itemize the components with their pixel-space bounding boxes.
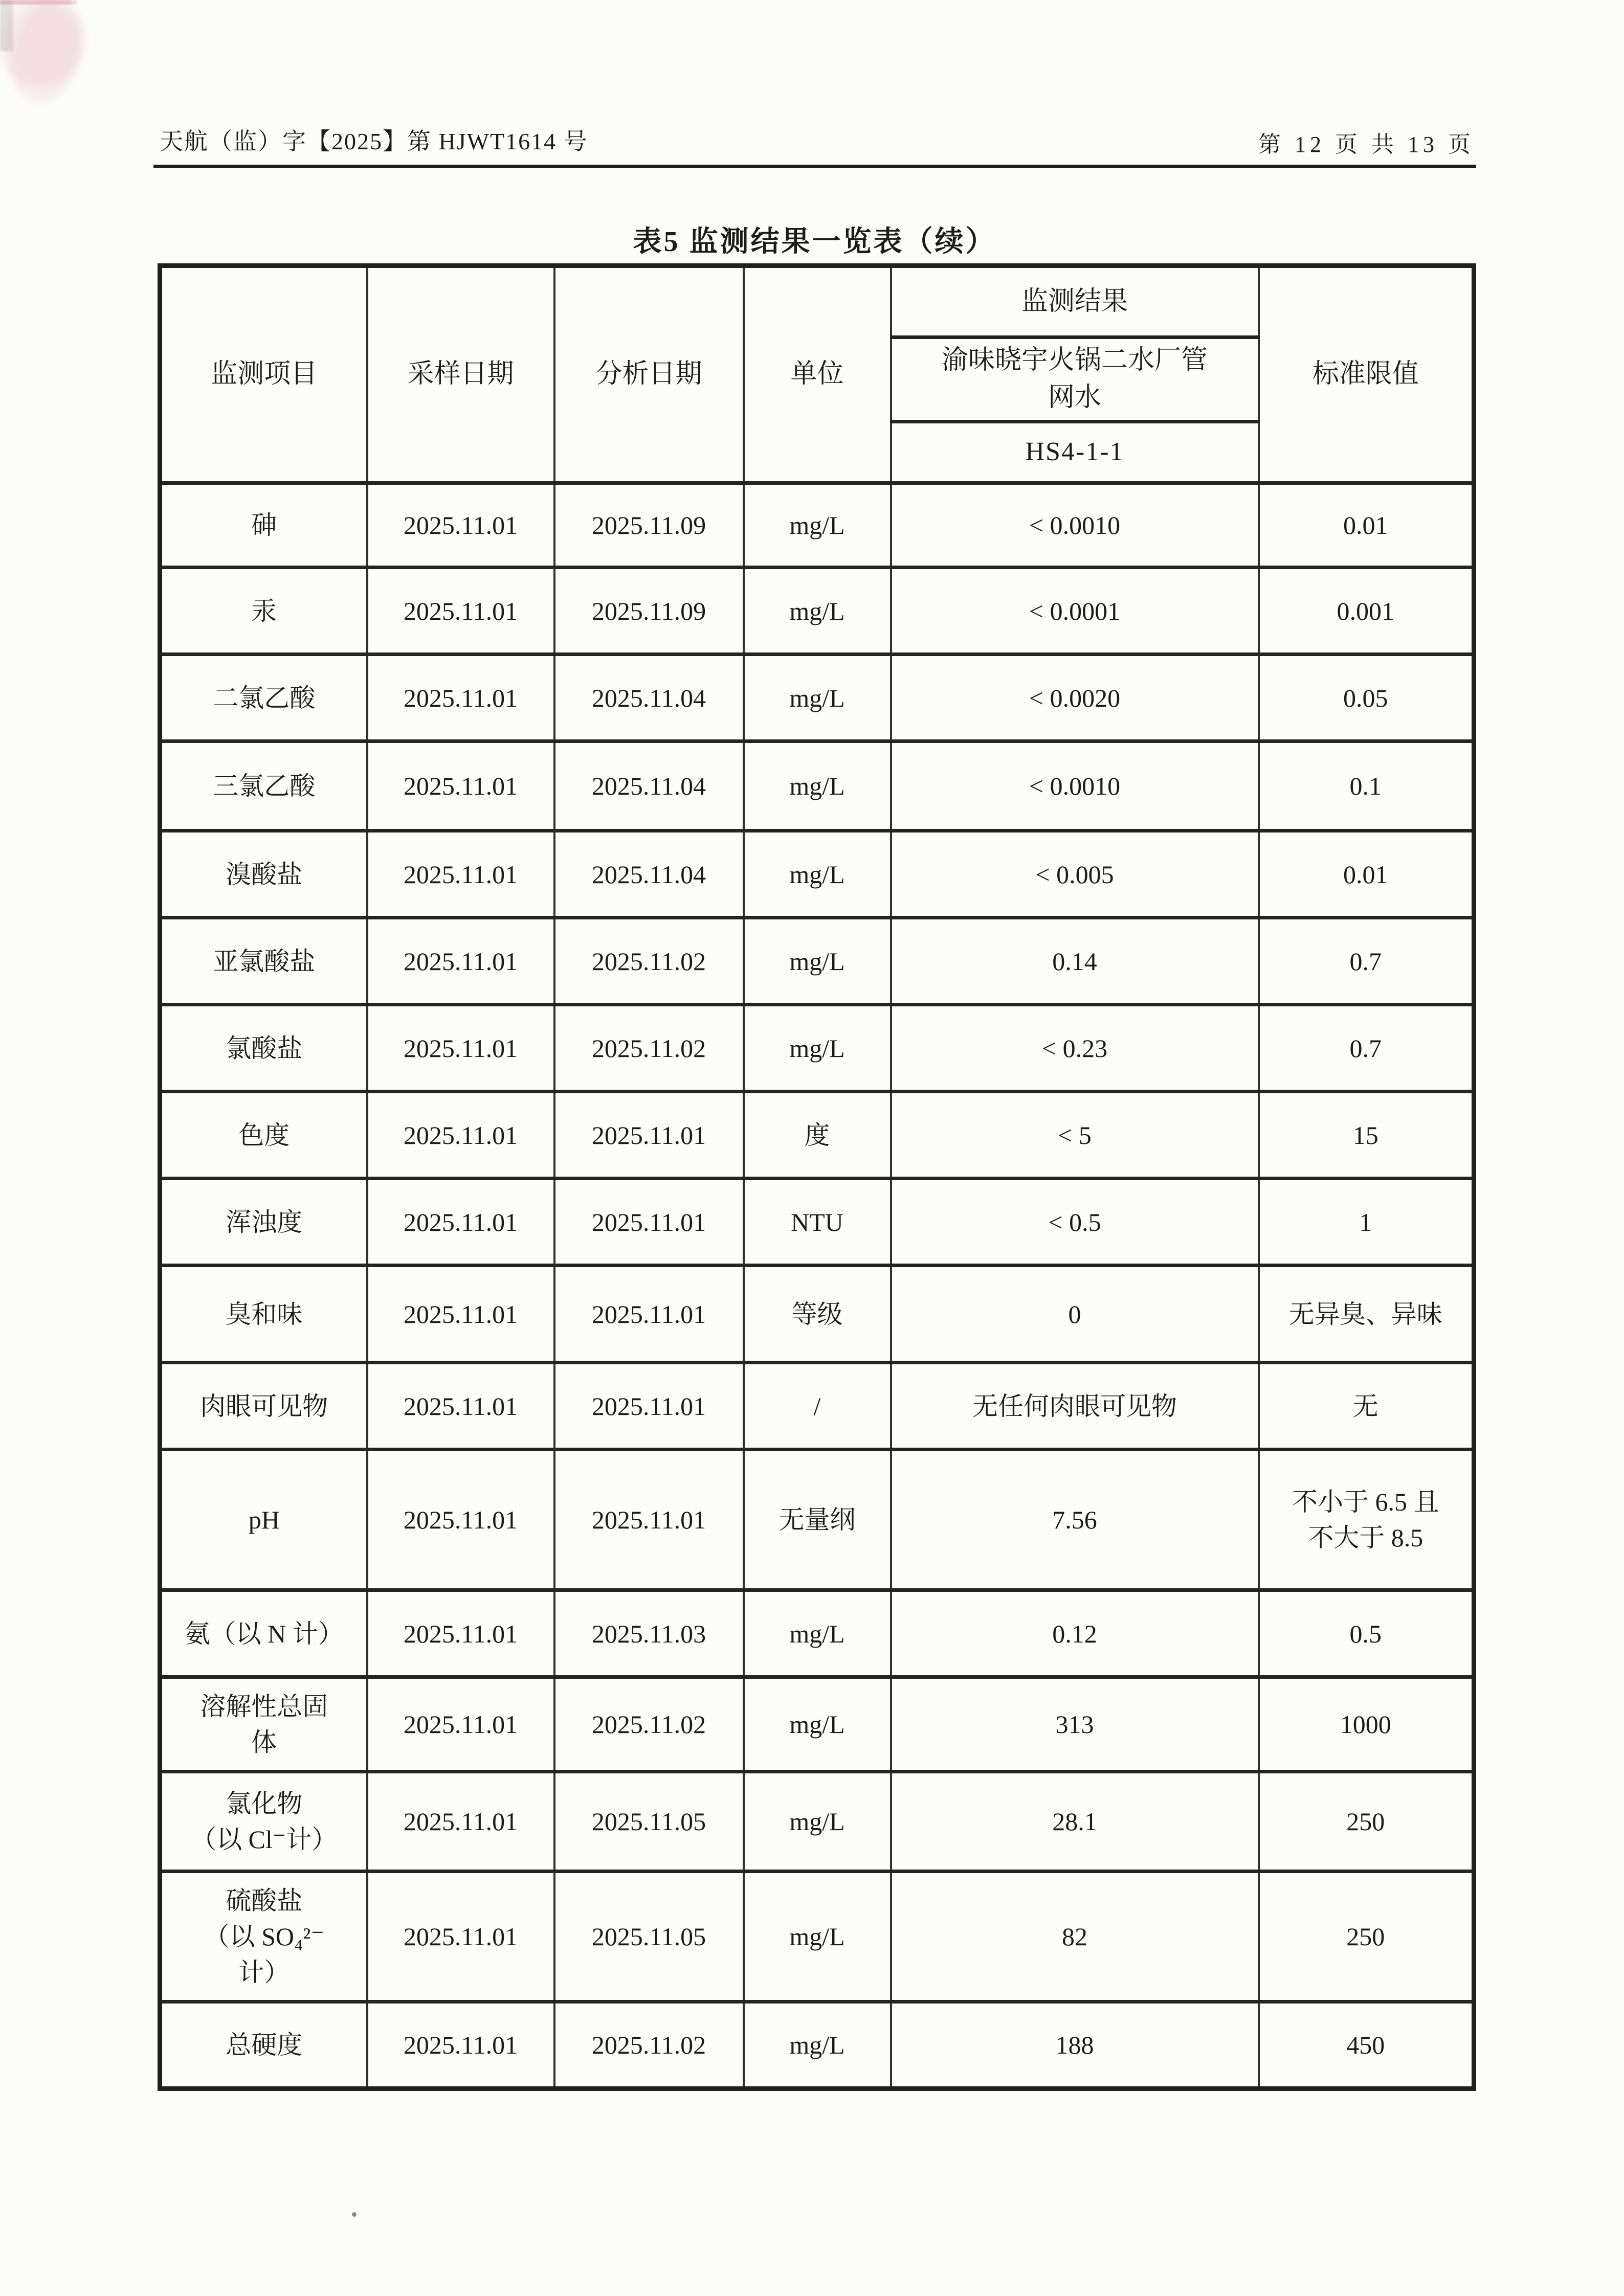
cell-sampling-date: 2025.11.01	[367, 918, 554, 1005]
cell-unit: mg/L	[744, 1772, 891, 1872]
cell-result: 313	[891, 1677, 1259, 1772]
table-row	[160, 1266, 1474, 1363]
cell-analysis-date: 2025.11.03	[554, 1590, 744, 1677]
cell-limit: 15	[1259, 1092, 1474, 1179]
cell-unit: mg/L	[744, 1005, 891, 1092]
col-header-analysis-date: 分析日期	[554, 266, 744, 483]
cell-limit: 0.7	[1259, 918, 1474, 1005]
cell-item: 溶解性总固 体	[160, 1677, 367, 1772]
col-header-sample-code: HS4-1-1	[891, 422, 1259, 483]
table-row	[160, 831, 1474, 918]
table-row	[160, 741, 1474, 831]
document-number: 天航（监）字【2025】第 HJWT1614 号	[160, 128, 588, 154]
cell-item: 臭和味	[160, 1266, 367, 1363]
scan-artifact	[352, 2212, 357, 2217]
cell-analysis-date: 2025.11.01	[554, 1092, 744, 1179]
cell-unit: mg/L	[744, 483, 891, 568]
cell-result: < 0.5	[891, 1179, 1259, 1266]
cell-sampling-date: 2025.11.01	[367, 1266, 554, 1363]
table-row	[160, 1872, 1474, 2002]
cell-result: 0.12	[891, 1590, 1259, 1677]
cell-item: 氯化物 （以 Cl⁻计）	[160, 1772, 367, 1872]
cell-unit: 度	[744, 1092, 891, 1179]
table-row	[160, 655, 1474, 741]
cell-sampling-date: 2025.11.01	[367, 741, 554, 831]
cell-item: 二氯乙酸	[160, 655, 367, 741]
cell-item: 肉眼可见物	[160, 1363, 367, 1450]
cell-limit: 无异臭、异味	[1259, 1266, 1474, 1363]
cell-analysis-date: 2025.11.04	[554, 741, 744, 831]
cell-sampling-date: 2025.11.01	[367, 1005, 554, 1092]
col-header-unit: 单位	[744, 266, 891, 483]
cell-limit: 0.01	[1259, 483, 1474, 568]
cell-sampling-date: 2025.11.01	[367, 1772, 554, 1872]
cell-result: 无任何肉眼可见物	[891, 1363, 1259, 1450]
col-header-item: 监测项目	[160, 266, 367, 483]
cell-item: 硫酸盐 （以 SO₄²⁻ 计）	[160, 1872, 367, 2002]
cell-result: < 0.0010	[891, 741, 1259, 831]
cell-result: < 0.23	[891, 1005, 1259, 1092]
cell-sampling-date: 2025.11.01	[367, 1450, 554, 1590]
scan-artifact	[0, 0, 95, 110]
cell-limit: 0.05	[1259, 655, 1474, 741]
col-header-result-site: 渝味晓宇火锅二水厂管 网水	[891, 337, 1259, 422]
cell-unit: mg/L	[744, 2002, 891, 2089]
cell-item: 浑浊度	[160, 1179, 367, 1266]
cell-analysis-date: 2025.11.04	[554, 655, 744, 741]
cell-unit: mg/L	[744, 741, 891, 831]
cell-unit: 等级	[744, 1266, 891, 1363]
cell-sampling-date: 2025.11.01	[367, 1590, 554, 1677]
cell-analysis-date: 2025.11.05	[554, 1872, 744, 2002]
cell-unit: mg/L	[744, 918, 891, 1005]
cell-unit: mg/L	[744, 831, 891, 918]
cell-unit: mg/L	[744, 1677, 891, 1772]
cell-result: < 0.005	[891, 831, 1259, 918]
cell-result: 28.1	[891, 1772, 1259, 1872]
cell-result: < 0.0001	[891, 568, 1259, 655]
table-row	[160, 483, 1474, 568]
table-title: 表5 监测结果一览表（续）	[633, 226, 996, 258]
table-row	[160, 1677, 1474, 1772]
cell-sampling-date: 2025.11.01	[367, 483, 554, 568]
cell-limit: 250	[1259, 1772, 1474, 1872]
table-row	[160, 2002, 1474, 2089]
col-header-result-group: 监测结果	[891, 266, 1259, 337]
cell-sampling-date: 2025.11.01	[367, 1872, 554, 2002]
table-row	[160, 1450, 1474, 1590]
cell-unit: NTU	[744, 1179, 891, 1266]
cell-item: 总硬度	[160, 2002, 367, 2089]
cell-analysis-date: 2025.11.01	[554, 1179, 744, 1266]
cell-limit: 0.7	[1259, 1005, 1474, 1092]
monitoring-results-table	[158, 263, 1476, 2091]
cell-unit: 无量纲	[744, 1450, 891, 1590]
cell-sampling-date: 2025.11.01	[367, 1363, 554, 1450]
scan-artifact	[0, 0, 13, 51]
col-header-sampling-date: 采样日期	[367, 266, 554, 483]
cell-limit: 0.01	[1259, 831, 1474, 918]
cell-analysis-date: 2025.11.02	[554, 1005, 744, 1092]
cell-result: 0	[891, 1266, 1259, 1363]
cell-sampling-date: 2025.11.01	[367, 2002, 554, 2089]
cell-limit: 1	[1259, 1179, 1474, 1266]
cell-result: 7.56	[891, 1450, 1259, 1590]
header-rule	[153, 165, 1476, 168]
cell-item: 色度	[160, 1092, 367, 1179]
cell-item: 溴酸盐	[160, 831, 367, 918]
cell-analysis-date: 2025.11.02	[554, 918, 744, 1005]
cell-item: 氨（以 N 计）	[160, 1590, 367, 1677]
cell-result: 188	[891, 2002, 1259, 2089]
cell-limit: 不小于 6.5 且 不大于 8.5	[1259, 1450, 1474, 1590]
scan-artifact	[0, 0, 72, 5]
cell-item: 氯酸盐	[160, 1005, 367, 1092]
cell-result: 82	[891, 1872, 1259, 2002]
cell-limit: 0.5	[1259, 1590, 1474, 1677]
table-row	[160, 568, 1474, 655]
cell-limit: 1000	[1259, 1677, 1474, 1772]
page-indicator: 第 12 页 共 13 页	[1258, 132, 1475, 157]
table-row	[160, 1005, 1474, 1092]
cell-sampling-date: 2025.11.01	[367, 568, 554, 655]
cell-analysis-date: 2025.11.01	[554, 1450, 744, 1590]
cell-analysis-date: 2025.11.05	[554, 1772, 744, 1872]
cell-analysis-date: 2025.11.02	[554, 1677, 744, 1772]
cell-analysis-date: 2025.11.01	[554, 1363, 744, 1450]
cell-analysis-date: 2025.11.09	[554, 568, 744, 655]
cell-result: < 5	[891, 1092, 1259, 1179]
cell-item: 三氯乙酸	[160, 741, 367, 831]
cell-result: 0.14	[891, 918, 1259, 1005]
table-row	[160, 1772, 1474, 1872]
table-row	[160, 918, 1474, 1005]
table-head	[160, 266, 1474, 483]
cell-result: < 0.0010	[891, 483, 1259, 568]
cell-sampling-date: 2025.11.01	[367, 1677, 554, 1772]
cell-limit: 无	[1259, 1363, 1474, 1450]
cell-analysis-date: 2025.11.09	[554, 483, 744, 568]
cell-unit: /	[744, 1363, 891, 1450]
cell-sampling-date: 2025.11.01	[367, 655, 554, 741]
cell-unit: mg/L	[744, 655, 891, 741]
table-row	[160, 1179, 1474, 1266]
cell-limit: 0.001	[1259, 568, 1474, 655]
cell-unit: mg/L	[744, 1872, 891, 2002]
cell-sampling-date: 2025.11.01	[367, 1179, 554, 1266]
cell-limit: 250	[1259, 1872, 1474, 2002]
cell-item: pH	[160, 1450, 367, 1590]
cell-analysis-date: 2025.11.02	[554, 2002, 744, 2089]
table-row	[160, 1590, 1474, 1677]
cell-item: 亚氯酸盐	[160, 918, 367, 1005]
cell-result: < 0.0020	[891, 655, 1259, 741]
table-row	[160, 1092, 1474, 1179]
cell-unit: mg/L	[744, 1590, 891, 1677]
scan-artifact	[0, 0, 77, 5]
table-row	[160, 1363, 1474, 1450]
cell-limit: 0.1	[1259, 741, 1474, 831]
col-header-limit: 标准限值	[1259, 266, 1474, 483]
cell-sampling-date: 2025.11.01	[367, 831, 554, 918]
cell-analysis-date: 2025.11.04	[554, 831, 744, 918]
header-row-1	[160, 266, 1474, 337]
cell-analysis-date: 2025.11.01	[554, 1266, 744, 1363]
cell-item: 砷	[160, 483, 367, 568]
cell-sampling-date: 2025.11.01	[367, 1092, 554, 1179]
cell-unit: mg/L	[744, 568, 891, 655]
cell-item: 汞	[160, 568, 367, 655]
results-tbody	[160, 483, 1474, 2089]
cell-limit: 450	[1259, 2002, 1474, 2089]
scan-artifact	[0, 0, 82, 87]
